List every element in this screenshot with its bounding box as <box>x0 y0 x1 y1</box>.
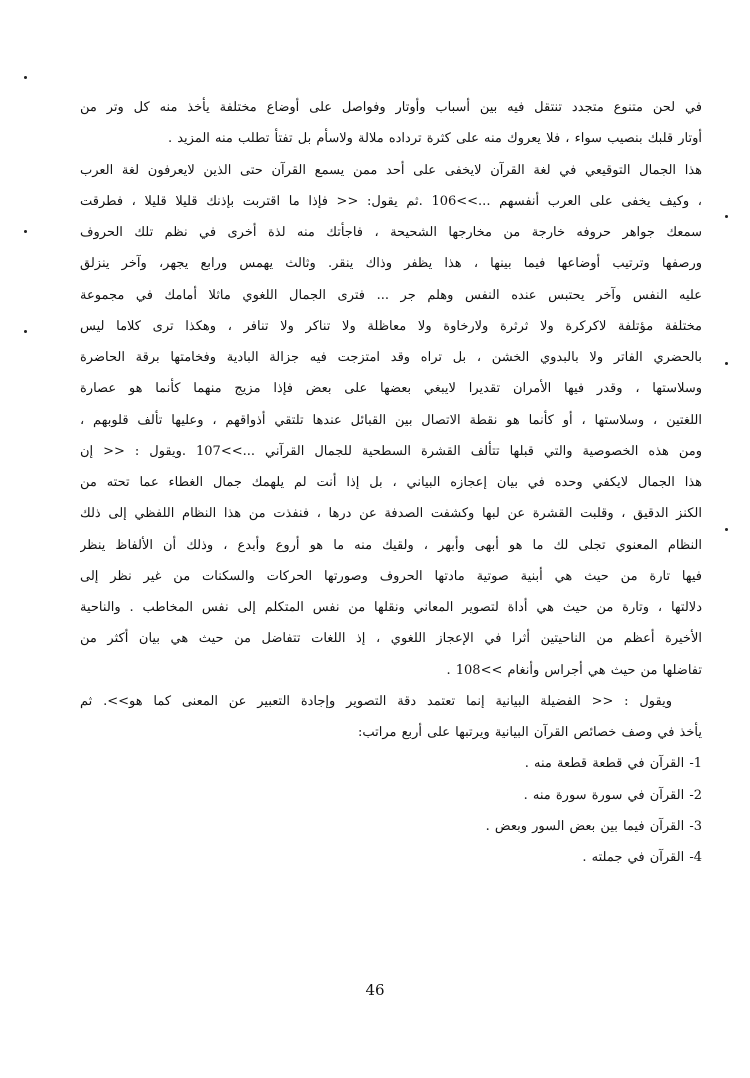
text-line: سمعك جواهر حروفه خارجة من مخارجها الشحيحة ، فاجأتك منه لذة أخرى في نظم تلك الحروف <box>80 225 702 240</box>
paragraph-2 <box>80 155 702 686</box>
ranks-list <box>80 748 702 873</box>
list-item: 3- القرآن فيما بين بعض السور وبعض . <box>485 818 702 834</box>
text-line: ، وكيف يخفى على العرب أنفسهم ...>>106 .ثم يقول: << فإذا ما اقتربت بإذنك قليلا قليلا ، فطرقت <box>80 193 702 209</box>
list-item: 1- القرآن في قطعة قطعة منه . <box>524 756 702 772</box>
page-number: 46 <box>365 981 385 999</box>
text-line: يأخذ في وصف خصائص القرآن البيانية ويرتبها على أربع مراتب: <box>357 725 702 740</box>
text-line: تفاضلها من حيث هي أجراس وأنغام >>108 . <box>446 662 702 678</box>
text-line: في لحن متنوع متجدد تنتقل فيه بين أسباب وأوتار وفواصل على أوضاع مختلفة يأخذ منه كل وتر من <box>80 100 702 115</box>
scan-speck <box>24 230 27 233</box>
text-line: بالحضري الفاتر ولا بالبدوي الخشن ، بل تراه وقد امتزجت فيه جزالة البادية وفخامتها برقة الحاضرة <box>80 350 702 365</box>
text-line: ومن هذه الخصوصية والتي قبلها تتألف القشرة السطحية للجمال القرآني ...>>107 .ويقول : << إن <box>80 443 702 459</box>
scan-speck <box>24 330 27 333</box>
text-line: الكنز الدقيق ، وقلبت القشرة عن لبها وكشفت الصدفة عن درها ، فنفذت من هذا النظام اللفظي إلى ذلك <box>80 506 702 522</box>
paragraph-1 <box>80 92 702 155</box>
list-item: 4- القرآن في جملته . <box>582 850 702 865</box>
text-line: أوتار قلبك بنصيب سواء ، فلا يعروك منه على كثرة ترداده ملالة ولاسأم بل تفتأ تطلب منه المزيد . <box>167 131 702 147</box>
text-line: الأخيرة أعظم من الناحيتين أثرا في الإعجاز اللغوي ، إذ اللغات تتفاضل من حيث هي بيان أكثر من <box>80 631 702 647</box>
text-line: فيها تارة من حيث هي أبنية صوتية مادتها الحروف وصورتها الحركات والسكنات من غير نظر إلى <box>80 568 702 584</box>
scan-speck <box>725 362 728 365</box>
scan-speck <box>24 76 27 79</box>
text-line: عليه النفس وآخر يحتبس عنده النفس وهلم جر ... فترى الجمال اللغوي ماثلا أمامك في مجموعة <box>80 287 702 303</box>
text-line: النظام المعنوي تجلى لك ما هو أبهى وأبهر ، ولقيك منه ما هو أروع وأبدع ، وذلك أن الألفاظ ينظر <box>80 537 702 553</box>
text-line: وسلاستها ، وقدر فيها الأمران تقديرا لايبغي بعضها على بعض فإذا مزيج منهما كأنما هو عصارة <box>80 381 702 397</box>
paragraph-3 <box>80 686 702 749</box>
body-text <box>80 92 702 873</box>
scan-speck <box>725 215 728 218</box>
text-line: دلالتها ، وتارة من حيث هي أداة لتصوير المعاني ونقلها من نفس المتكلم إلى نفس المخاطب . والناحية <box>80 600 702 615</box>
scan-speck <box>725 528 728 531</box>
text-line: ورصفها وترتيب أوضاعها فيما بينها ، هذا يظفر وذاك ينقر. وثالث يهمس ورابع يجهر، وآخر ينزلق <box>80 256 702 272</box>
text-line: مختلفة مؤتلفة لاكركرة ولا ثرثرة ولارخاوة ولا معاظلة ولا تناكر ولا تنافر ، وهكذا ترى كلاما ليس <box>80 318 702 334</box>
list-item: 2- القرآن في سورة سورة منه . <box>523 787 702 803</box>
text-line: ويقول : << الفضيلة البيانية إنما تعتمد دقة التصوير وإجادة التعبير عن المعنى كما هو>>. ثم <box>80 693 672 709</box>
text-line: هذا الجمال لايكفي وحده في بيان إعجازه البياني ، بل إذا أنت لم يلهمك جمال الغطاء عما تحته من <box>80 475 702 490</box>
text-line: اللغتين ، وسلاستها ، أو كأنما هو نقطة الاتصال بين القبائل عندها تلتقي أذواقهم ، وعليها تألف قلوبهم ، <box>80 412 702 428</box>
text-line: هذا الجمال التوقيعي في لغة القرآن لايخفى على أحد ممن يسمع القرآن حتى الذين لايعرفون لغة العرب <box>80 162 702 178</box>
